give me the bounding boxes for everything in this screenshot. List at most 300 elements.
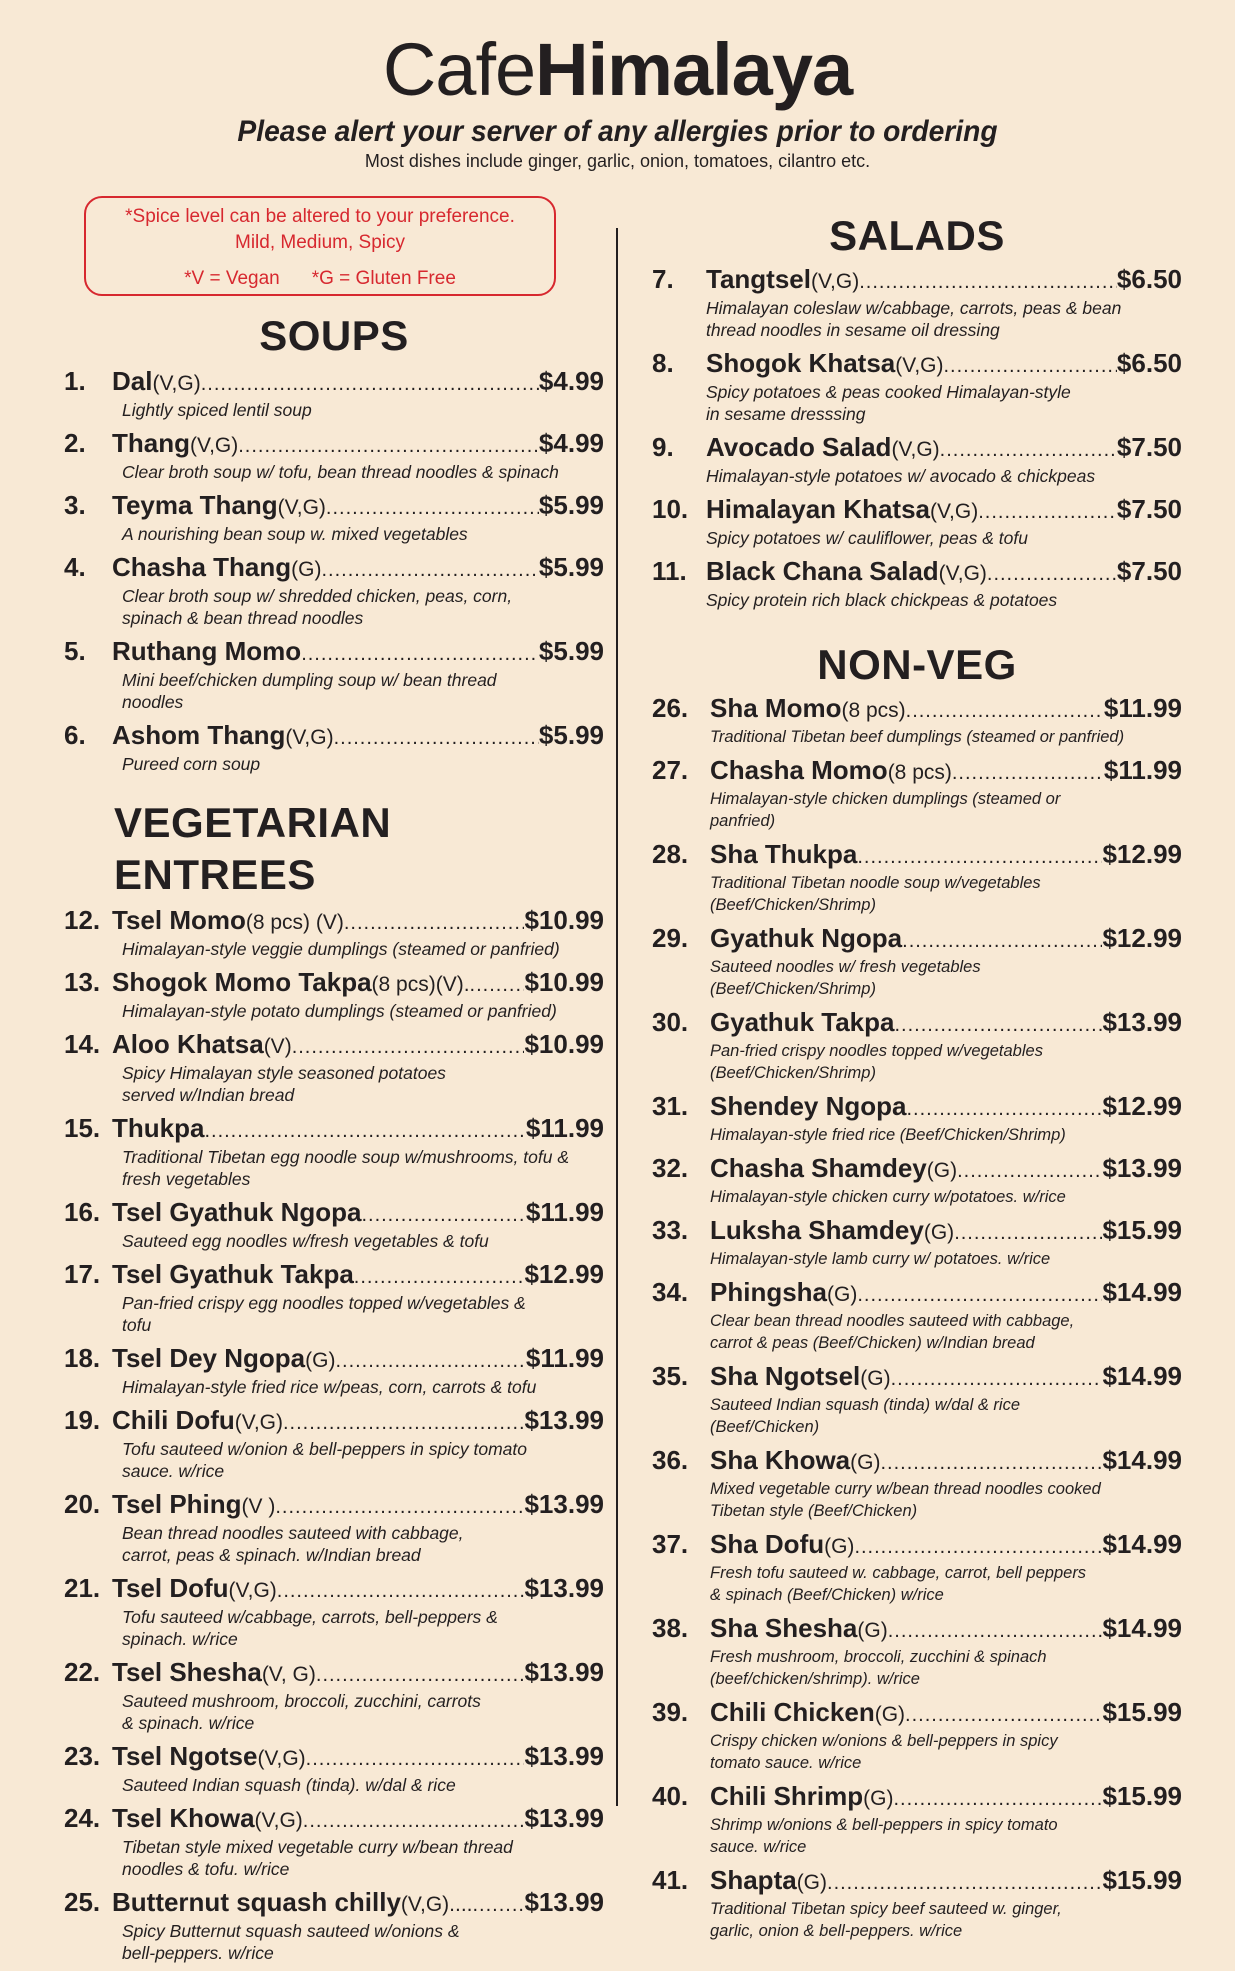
- item-price: $5.99: [538, 720, 604, 750]
- leader-dots: [238, 431, 539, 461]
- item-diet-note: (G): [305, 1349, 336, 1372]
- brand-bold: Himalaya: [535, 28, 853, 111]
- left-column: [64, 310, 604, 1971]
- item-description: Himalayan-style fried rice (Beef/Chicken/Shrimp): [710, 1126, 1066, 1144]
- veg-entrees-title: VEGETARIAN ENTREES: [114, 799, 392, 898]
- item-description: Spicy protein rich black chickpeas & potatoes: [706, 590, 1058, 610]
- vegan-legend: *V = Vegan: [184, 268, 280, 289]
- menu-item: [652, 1277, 1182, 1354]
- menu-item: [652, 1445, 1182, 1522]
- brand-light: Cafe: [382, 28, 536, 111]
- item-diet-note: (V,G): [810, 270, 860, 293]
- menu-item: [64, 967, 604, 1022]
- item-number: 20.: [64, 1489, 101, 1519]
- item-description: Sauteed Indian squash (tinda). w/dal & rice: [122, 1775, 456, 1795]
- item-name: Tsel Gyathuk Takpa: [112, 1259, 354, 1289]
- veg-entrees-list: [64, 905, 604, 1964]
- salads-list: [652, 264, 1182, 611]
- item-description: Fresh tofu sauteed w. cabbage, carrot, bell peppers & spinach (Beef/Chicken) w/rice: [710, 1564, 1087, 1604]
- leader-dots: [303, 1806, 525, 1836]
- item-price: $12.99: [1102, 923, 1182, 953]
- item-price: $6.50: [1116, 348, 1182, 378]
- item-price: $5.99: [538, 636, 604, 666]
- item-number: 10.: [652, 494, 689, 524]
- item-description: Himalayan-style chicken curry w/potatoes. w/rice: [710, 1188, 1066, 1206]
- item-description: Traditional Tibetan egg noodle soup w/mushrooms, tofu & fresh vegetables: [122, 1147, 569, 1189]
- leader-dots: [880, 1448, 1102, 1478]
- item-description: Spicy potatoes & peas cooked Himalayan-style in sesame dresssing: [706, 382, 1071, 424]
- item-number: 41.: [652, 1865, 689, 1895]
- menu-item: [64, 1573, 604, 1650]
- leader-dots: [326, 493, 539, 523]
- right-column: [652, 210, 1182, 1949]
- menu-item-line: [64, 552, 604, 585]
- leader-dots: [292, 1032, 525, 1062]
- item-price: $11.99: [525, 1113, 604, 1143]
- item-number: 31.: [652, 1091, 689, 1121]
- item-number: 1.: [64, 366, 86, 396]
- item-price: $11.99: [525, 1197, 604, 1227]
- leader-dots: [987, 559, 1117, 589]
- item-number: 35.: [652, 1361, 689, 1391]
- item-name: Shendey Ngopa: [710, 1091, 907, 1121]
- leader-dots: [888, 1616, 1103, 1646]
- item-name: Shogok Momo Takpa: [112, 967, 372, 997]
- menu-item-line: [64, 1489, 604, 1522]
- item-name: Luksha Shamdey: [710, 1215, 924, 1245]
- item-diet-note: (G): [796, 1871, 828, 1894]
- leader-dots: [957, 1156, 1102, 1186]
- item-description: Himalayan coleslaw w/cabbage, carrots, peas & bean thread noodles in sesame oil dressing: [706, 298, 1122, 340]
- menu-item: [652, 1091, 1182, 1146]
- item-description: Spicy Butternut squash sauteed w/onions & bell-peppers. w/rice: [122, 1921, 460, 1963]
- leader-dots: [906, 696, 1104, 726]
- item-diet-note: (G): [874, 1703, 906, 1726]
- item-description: Clear broth soup w/ shredded chicken, peas, corn, spinach & bean thread noodles: [122, 586, 513, 628]
- item-name: Gyathuk Ngopa: [710, 923, 903, 953]
- menu-item-line: [652, 1697, 1182, 1730]
- menu-item-line: [64, 1803, 604, 1836]
- leader-dots: [940, 435, 1117, 465]
- menu-item-line: [64, 1405, 604, 1438]
- menu-item: [652, 556, 1182, 611]
- item-number: 6.: [64, 720, 86, 750]
- item-price: $4.99: [538, 428, 604, 458]
- menu-item: [652, 432, 1182, 487]
- item-name: Chili Chicken: [710, 1697, 875, 1727]
- leader-dots: [344, 908, 525, 938]
- item-number: 28.: [652, 839, 689, 869]
- leader-dots: [857, 842, 1102, 872]
- item-description: Traditional Tibetan noodle soup w/vegetables (Beef/Chicken/Shrimp): [710, 874, 1041, 914]
- item-price: $10.99: [524, 967, 604, 997]
- menu-item: [652, 1613, 1182, 1690]
- item-price: $7.50: [1116, 432, 1182, 462]
- leader-dots: [321, 555, 538, 585]
- item-price: $15.99: [1102, 1865, 1182, 1895]
- item-name: Shogok Khatsa: [706, 348, 896, 378]
- menu-item-line: [64, 1113, 604, 1146]
- menu-item-line: [652, 1445, 1182, 1478]
- item-price: $15.99: [1102, 1781, 1182, 1811]
- ingredients-note: Most dishes include ginger, garlic, onion, tomatoes, cilantro etc.: [364, 151, 871, 171]
- item-price: $14.99: [1102, 1445, 1182, 1475]
- menu-item: [652, 1215, 1182, 1270]
- soups-list: [64, 366, 604, 775]
- item-name: Tsel Khowa: [112, 1803, 255, 1833]
- item-price: $14.99: [1102, 1613, 1182, 1643]
- leader-dots: [906, 1094, 1102, 1124]
- item-price: $14.99: [1102, 1277, 1182, 1307]
- diet-legend: [86, 266, 554, 292]
- item-number: 7.: [652, 264, 674, 294]
- menu-item-line: [652, 1613, 1182, 1646]
- item-description: Pureed corn soup: [122, 754, 261, 774]
- menu-item: [64, 366, 604, 421]
- item-number: 23.: [64, 1741, 101, 1771]
- item-description: Traditional Tibetan beef dumplings (steamed or panfried): [710, 728, 1125, 746]
- item-number: 8.: [652, 348, 674, 378]
- non-veg-title: NON-VEG: [817, 641, 1017, 688]
- spice-notice-line1: *Spice level can be altered to your preference.: [125, 206, 515, 227]
- item-diet-note: (G): [863, 1787, 894, 1810]
- item-description: Spicy potatoes w/ cauliflower, peas & tofu: [706, 528, 1028, 548]
- leader-dots: [891, 1364, 1103, 1394]
- leader-dots: [902, 926, 1102, 956]
- menu-item: [652, 693, 1182, 748]
- item-name: Teyma Thang: [112, 490, 278, 520]
- item-name: Gyathuk Takpa: [710, 1007, 895, 1037]
- menu-item-line: [652, 1091, 1182, 1124]
- item-price: $7.50: [1116, 556, 1182, 586]
- item-name: Butternut squash chilly: [112, 1887, 401, 1917]
- item-number: 30.: [652, 1007, 689, 1037]
- menu-item: [652, 264, 1182, 341]
- menu-item-line: [64, 720, 604, 753]
- menu-item-line: [64, 1343, 604, 1376]
- item-number: 22.: [64, 1657, 101, 1687]
- item-name: Ruthang Momo: [112, 636, 302, 666]
- menu-item: [652, 1153, 1182, 1208]
- item-name: Aloo Khatsa: [112, 1029, 264, 1059]
- item-diet-note: (V,G): [929, 500, 979, 523]
- item-name: Sha Khowa: [710, 1445, 851, 1475]
- item-diet-note: (V,G)....: [400, 1893, 473, 1916]
- menu-item: [64, 1343, 604, 1398]
- leader-dots: [277, 1576, 525, 1606]
- item-number: 33.: [652, 1215, 689, 1245]
- leader-dots: [204, 1116, 525, 1146]
- item-price: $13.99: [524, 1405, 604, 1435]
- item-description: Crispy chicken w/onions & bell-peppers in spicy tomato sauce. w/rice: [710, 1732, 1058, 1772]
- menu-item-line: [652, 1007, 1182, 1040]
- item-number: 11.: [652, 556, 687, 586]
- item-price: $15.99: [1102, 1697, 1182, 1727]
- leader-dots: [361, 1200, 525, 1230]
- menu-item: [652, 1865, 1182, 1942]
- menu-item: [64, 552, 604, 629]
- item-price: $13.99: [524, 1657, 604, 1687]
- leader-dots: [978, 497, 1117, 527]
- item-name: Sha Ngotsel: [710, 1361, 861, 1391]
- item-description: Mini beef/chicken dumpling soup w/ bean thread noodles: [122, 670, 497, 712]
- item-description: Tofu sauteed w/cabbage, carrots, bell-peppers & spinach. w/rice: [122, 1607, 498, 1649]
- menu-item: [64, 428, 604, 483]
- spice-notice-box: [84, 196, 556, 296]
- item-diet-note: (G): [926, 1159, 958, 1182]
- item-diet-note: (V,G): [228, 1579, 277, 1602]
- menu-item-line: [64, 428, 604, 461]
- column-divider: [616, 228, 618, 1806]
- menu-item: [64, 1259, 604, 1336]
- item-number: 38.: [652, 1613, 689, 1643]
- menu-item-line: [652, 348, 1182, 381]
- menu-item-line: [64, 1741, 604, 1774]
- menu-item-line: [64, 905, 604, 938]
- menu-item-line: [652, 923, 1182, 956]
- menu-item-line: [652, 494, 1182, 527]
- item-diet-note: (V, G): [261, 1663, 316, 1686]
- item-diet-note: (8 pcs) (V): [245, 911, 344, 934]
- item-price: $7.50: [1116, 494, 1182, 524]
- menu-item-line: [652, 1529, 1182, 1562]
- item-number: 40.: [652, 1781, 689, 1811]
- item-number: 12.: [64, 905, 101, 935]
- leader-dots: [827, 1868, 1102, 1898]
- item-diet-note: (V): [263, 1035, 292, 1058]
- item-name: Thang: [112, 428, 190, 458]
- item-description: Fresh mushroom, broccoli, zucchini & spinach (beef/chicken/shrimp). w/rice: [710, 1648, 1047, 1688]
- item-name: Tsel Phing: [112, 1489, 242, 1519]
- spice-notice-line2: Mild, Medium, Spicy: [235, 232, 405, 253]
- item-description: Himalayan-style veggie dumplings (steamed or panfried): [122, 939, 560, 959]
- item-name: Ashom Thang: [112, 720, 286, 750]
- item-description: Tofu sauteed w/onion & bell-peppers in spicy tomato sauce. w/rice: [122, 1439, 528, 1481]
- item-price: $10.99: [524, 1029, 604, 1059]
- leader-dots: [954, 1218, 1102, 1248]
- item-number: 18.: [64, 1343, 101, 1373]
- item-diet-note: (V,G): [257, 1747, 306, 1770]
- item-number: 21.: [64, 1573, 101, 1603]
- item-description: Sauteed noodles w/ fresh vegetables (Beef/Chicken/Shrimp): [710, 958, 981, 998]
- item-number: 13.: [64, 967, 101, 997]
- item-number: 26.: [652, 693, 689, 723]
- item-description: Sauteed Indian squash (tinda) w/dal & rice (Beef/Chicken): [710, 1396, 1021, 1436]
- menu-item: [64, 1489, 604, 1566]
- leader-dots: [335, 1346, 525, 1376]
- item-number: 9.: [652, 432, 674, 462]
- leader-dots: [301, 639, 539, 669]
- item-number: 3.: [64, 490, 86, 520]
- item-price: $14.99: [1102, 1529, 1182, 1559]
- item-diet-note: (G): [291, 558, 322, 581]
- leader-dots: [473, 1890, 525, 1920]
- menu-header: [0, 28, 1235, 172]
- item-price: $11.99: [1103, 693, 1182, 723]
- menu-item: [652, 1697, 1182, 1774]
- item-diet-note: (V,G): [277, 496, 326, 519]
- menu-item: [64, 1405, 604, 1482]
- item-name: Chasha Momo: [710, 755, 888, 785]
- leader-dots: [316, 1660, 525, 1690]
- item-name: Sha Thukpa: [710, 839, 858, 869]
- leader-dots: [354, 1262, 525, 1292]
- item-price: $10.99: [524, 905, 604, 935]
- menu-item: [652, 494, 1182, 549]
- item-number: 2.: [64, 428, 86, 458]
- menu-item: [64, 720, 604, 775]
- item-price: $13.99: [524, 1741, 604, 1771]
- item-name: Sha Shesha: [710, 1613, 858, 1643]
- item-price: $11.99: [1103, 755, 1182, 785]
- item-diet-note: (V,G): [285, 726, 334, 749]
- leader-dots: [201, 369, 539, 399]
- menu-item-line: [64, 1259, 604, 1292]
- item-name: Tsel Shesha: [112, 1657, 262, 1687]
- item-name: Himalayan Khatsa: [706, 494, 930, 524]
- item-diet-note: (V,G): [895, 354, 944, 377]
- item-number: 24.: [64, 1803, 101, 1833]
- item-description: Clear bean thread noodles sauteed with cabbage, carrot & peas (Beef/Chicken) w/Indian bread: [710, 1312, 1075, 1352]
- item-description: Clear broth soup w/ tofu, bean thread noodles & spinach: [122, 462, 559, 482]
- item-description: Himalayan-style lamb curry w/ potatoes. w/rice: [710, 1250, 1051, 1268]
- item-name: Black Chana Salad: [706, 556, 939, 586]
- menu-item-line: [64, 1657, 604, 1690]
- item-description: Bean thread noodles sauteed with cabbage, carrot, peas & spinach. w/Indian bread: [122, 1523, 464, 1565]
- item-price: $13.99: [1102, 1153, 1182, 1183]
- item-number: 17.: [64, 1259, 101, 1289]
- item-price: $13.99: [524, 1803, 604, 1833]
- item-description: Pan-fried crispy egg noodles topped w/vegetables & tofu: [122, 1293, 526, 1335]
- item-name: Thukpa: [112, 1113, 205, 1143]
- menu-item: [64, 1741, 604, 1796]
- non-veg-list: [652, 693, 1182, 1942]
- item-name: Tsel Gyathuk Ngopa: [112, 1197, 362, 1227]
- item-price: $6.50: [1116, 264, 1182, 294]
- menu-item: [652, 755, 1182, 832]
- item-number: 32.: [652, 1153, 689, 1183]
- item-price: $12.99: [524, 1259, 604, 1289]
- menu-item: [64, 1197, 604, 1252]
- item-price: $5.99: [538, 552, 604, 582]
- item-price: $12.99: [1102, 839, 1182, 869]
- item-name: Chili Shrimp: [710, 1781, 864, 1811]
- item-number: 37.: [652, 1529, 689, 1559]
- item-diet-note: (8 pcs)(V).: [371, 973, 470, 996]
- item-price: $15.99: [1102, 1215, 1182, 1245]
- item-name: Phingsha: [710, 1277, 828, 1307]
- item-number: 15.: [64, 1113, 101, 1143]
- menu-item: [652, 839, 1182, 916]
- menu-item-line: [64, 1887, 604, 1920]
- item-price: $11.99: [525, 1343, 604, 1373]
- menu-item: [64, 1657, 604, 1734]
- menu-item: [652, 1781, 1182, 1858]
- menu-item-line: [64, 636, 604, 669]
- leader-dots: [470, 970, 525, 1000]
- item-description: Shrimp w/onions & bell-peppers in spicy tomato sauce. w/rice: [710, 1816, 1058, 1856]
- leader-dots: [283, 1408, 524, 1438]
- menu-item-line: [652, 755, 1182, 788]
- leader-dots: [893, 1784, 1102, 1814]
- item-description: Sauteed egg noodles w/fresh vegetables & tofu: [122, 1231, 489, 1251]
- item-diet-note: (V,G): [254, 1809, 303, 1832]
- menu-item: [64, 490, 604, 545]
- item-price: $12.99: [1102, 1091, 1182, 1121]
- soups-title: SOUPS: [259, 312, 409, 359]
- item-description: Sauteed mushroom, broccoli, zucchini, carrots & spinach. w/rice: [122, 1691, 481, 1733]
- menu-item: [64, 905, 604, 960]
- menu-item: [64, 1029, 604, 1106]
- item-description: Himalayan-style potato dumplings (steamed or panfried): [122, 1001, 557, 1021]
- menu-item-line: [64, 967, 604, 1000]
- item-name: Sha Momo: [710, 693, 842, 723]
- item-description: A nourishing bean soup w. mixed vegetables: [122, 524, 468, 544]
- item-price: $13.99: [524, 1887, 604, 1917]
- item-price: $13.99: [524, 1573, 604, 1603]
- leader-dots: [275, 1492, 524, 1522]
- leader-dots: [859, 267, 1117, 297]
- item-price: $5.99: [538, 490, 604, 520]
- menu-item: [64, 1803, 604, 1880]
- item-description: Pan-fried crispy noodles topped w/vegetables (Beef/Chicken/Shrimp): [710, 1042, 1043, 1082]
- leader-dots: [334, 723, 539, 753]
- menu-item-line: [64, 366, 604, 399]
- menu-item: [652, 1361, 1182, 1438]
- item-number: 14.: [64, 1029, 101, 1059]
- item-diet-note: (G): [824, 1535, 855, 1558]
- item-number: 25.: [64, 1887, 101, 1917]
- menu-item-line: [652, 264, 1182, 297]
- menu-item-line: [64, 1197, 604, 1230]
- item-diet-note: (8 pcs): [841, 699, 906, 722]
- menu-item: [64, 1887, 604, 1964]
- item-name: Chili Dofu: [112, 1405, 235, 1435]
- item-name: Dal: [112, 366, 153, 396]
- item-number: 39.: [652, 1697, 689, 1727]
- leader-dots: [943, 351, 1116, 381]
- item-diet-note: (G): [860, 1367, 891, 1390]
- item-diet-note: (V,G): [891, 438, 940, 461]
- menu-item-line: [652, 432, 1182, 465]
- menu-item: [64, 636, 604, 713]
- item-diet-note: (G): [850, 1451, 881, 1474]
- item-number: 16.: [64, 1197, 101, 1227]
- item-diet-note: (V,G): [938, 562, 987, 585]
- allergy-alert: Please alert your server of any allergies prior to ordering: [237, 115, 998, 148]
- menu-item: [652, 348, 1182, 425]
- item-number: 34.: [652, 1277, 689, 1307]
- salads-title: SALADS: [829, 212, 1005, 259]
- menu-item: [652, 1529, 1182, 1606]
- item-number: 19.: [64, 1405, 101, 1435]
- menu-item-line: [652, 839, 1182, 872]
- item-diet-note: (G): [923, 1221, 955, 1244]
- leader-dots: [306, 1744, 525, 1774]
- menu-item-line: [64, 490, 604, 523]
- item-name: Tsel Momo: [112, 905, 246, 935]
- item-diet-note: (G): [827, 1283, 858, 1306]
- item-name: Shapta: [710, 1865, 797, 1895]
- item-price: $4.99: [538, 366, 604, 396]
- item-description: Himalayan-style potatoes w/ avocado & chickpeas: [706, 466, 1096, 486]
- item-name: Sha Dofu: [710, 1529, 825, 1559]
- leader-dots: [894, 1010, 1102, 1040]
- item-name: Avocado Salad: [706, 432, 892, 462]
- restaurant-name: [0, 28, 1235, 112]
- menu-item-line: [652, 693, 1182, 726]
- item-diet-note: (V ): [241, 1495, 276, 1518]
